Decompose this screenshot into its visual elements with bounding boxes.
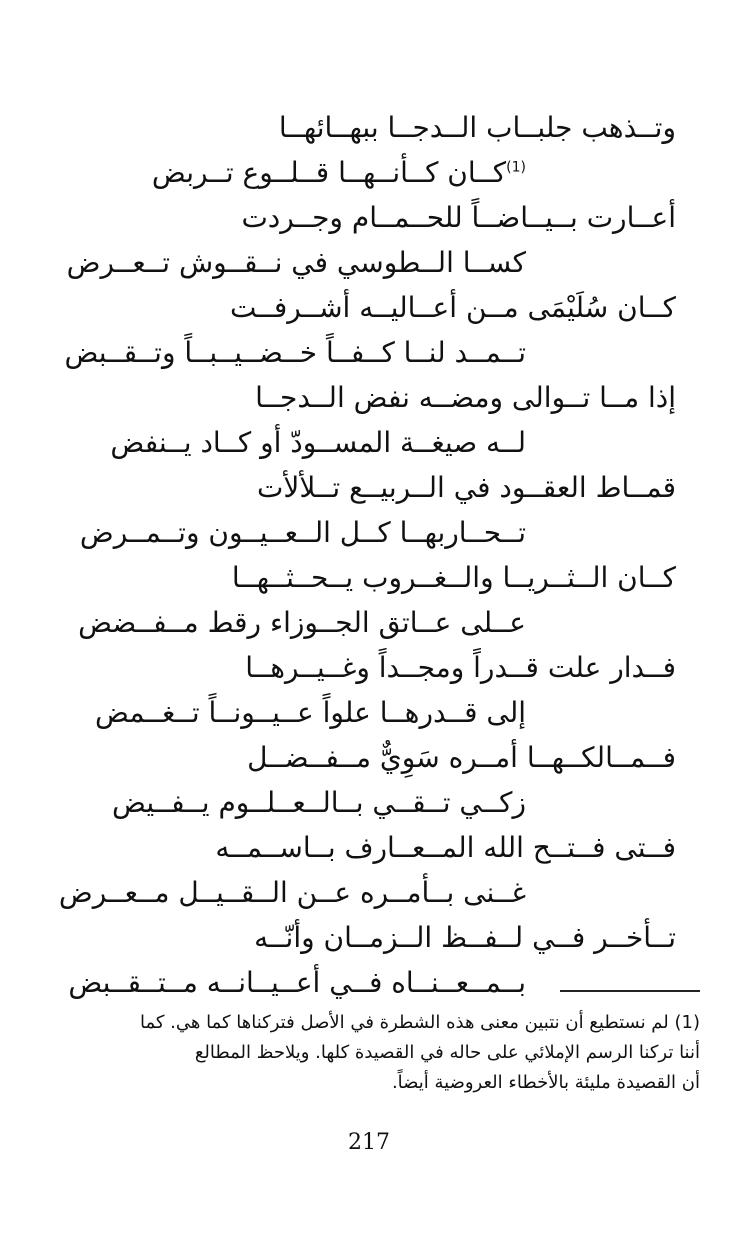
verse-line: عــلى عــاتق الجــوزاء رقط مــفــضض bbox=[78, 606, 526, 639]
footnote-marker: (1) bbox=[506, 159, 526, 176]
verse-line: تــحــاربهــا كــل الــعــيــون وتــمــرض bbox=[79, 516, 526, 549]
verse-line: إذا مــا تــوالى ومضــه نفض الــدجــا bbox=[255, 381, 676, 414]
verse-line: غــنى بــأمــره عــن الــقــيــل مــعــرض bbox=[58, 876, 526, 909]
verse-line: كــان سُلَيْمَى مــن أعــاليــه أشــرفــت bbox=[229, 291, 676, 324]
verse-text: كــان كــأنــهــا قــلــوع تــربض bbox=[151, 156, 507, 189]
verse-line: إلى قــدرهــا علواً عــيــونــاً تــغــمض bbox=[95, 696, 526, 729]
footnote-line: (1) لم نستطيع أن نتبين معنى هذه الشطرة في الأصل فتركناها كما هي. كما bbox=[139, 1012, 700, 1033]
verse-line: تــمــد لنــا كــفــاً خــضــيــبــاً وتــقــبض bbox=[64, 336, 526, 369]
verse-line: قمــاط العقــود في الــربيــع تــلألأت bbox=[256, 471, 676, 504]
verse-line: كــان الــثــريــا والــغــروب يــحــثــهــا bbox=[231, 561, 676, 594]
footnote-divider bbox=[560, 990, 700, 992]
verse-line: لــه صيغــة المســودّ أو كــاد يــنفض bbox=[110, 426, 526, 459]
verse-line: فــمــالكــهــا أمــره سَوِيٌّ مــفــضــل bbox=[247, 741, 676, 774]
verse-line: كســا الــطوسي في نــقــوش تــعــرض bbox=[66, 246, 526, 279]
verse-line: تــأخــر فــي لــفــظ الــزمــان وأنّــه bbox=[254, 921, 676, 954]
page-number: 217 bbox=[348, 1130, 390, 1155]
verse-line: فــتى فــتــح الله المــعــارف بــاســمــه bbox=[215, 831, 676, 864]
verse-line: فــدار علت قــدراً ومجــداً وغــيــرهــا bbox=[245, 651, 676, 684]
verse-line: أعــارت بــيــاضــاً للحــمــام وجــردت bbox=[241, 201, 676, 234]
verse-line: بــمــعــنــاه فــي أعــيــانــه مــتــقــبض bbox=[68, 966, 526, 999]
verse-line: وتــذهب جلبــاب الــدجــا ببهــائهــا bbox=[278, 111, 676, 144]
verse-line bbox=[152, 153, 526, 193]
footnote-line: أن القصيدة مليئة بالأخطاء العروضية أيضاً. bbox=[391, 1072, 700, 1093]
footnote-line: أننا تركنا الرسم الإملائي على حاله في القصيدة كلها. ويلاحظ المطالع bbox=[194, 1042, 700, 1063]
verse-line: زكــي تــقــي بــالــعــلــوم يــفــيض bbox=[112, 786, 526, 819]
footnote bbox=[100, 1008, 700, 1098]
